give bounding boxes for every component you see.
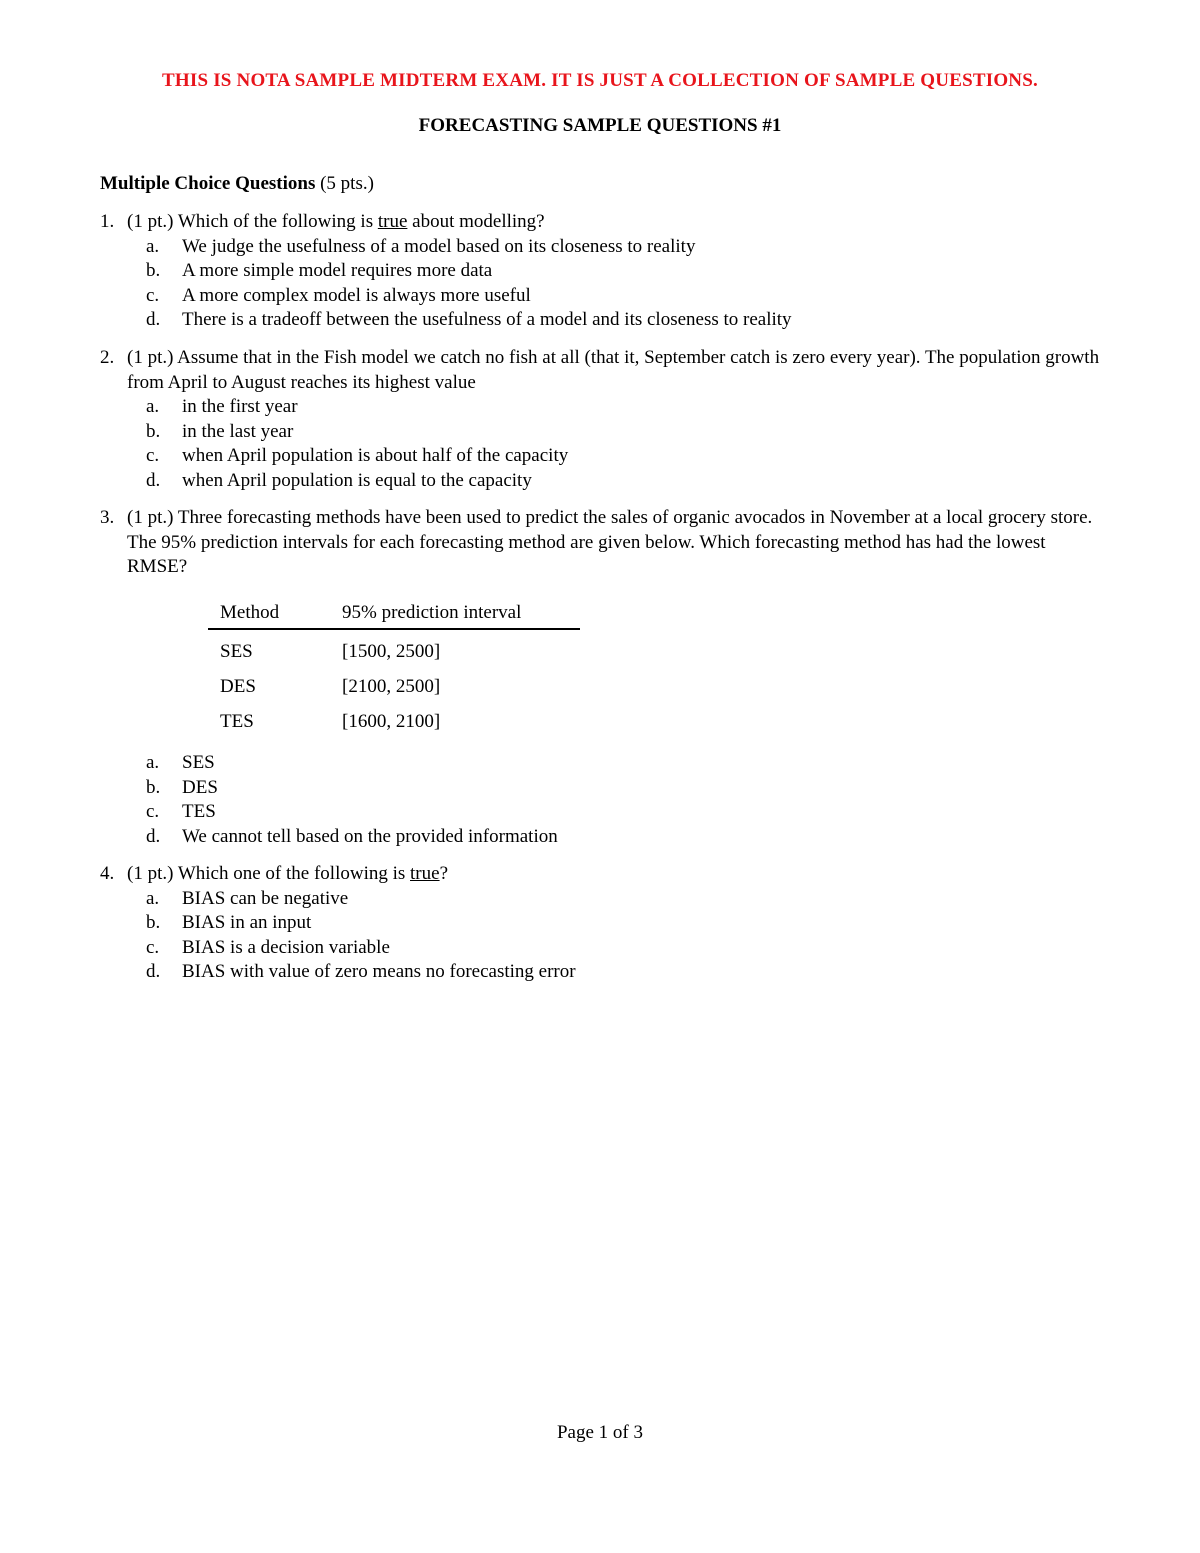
prediction-interval-table	[208, 600, 580, 735]
cell-method: SES	[220, 641, 253, 662]
option-c[interactable]	[100, 444, 1110, 469]
question-stem	[127, 862, 1110, 887]
section-label: Multiple Choice Questions	[100, 173, 316, 194]
option-text: TES	[182, 801, 216, 823]
option-letter: c.	[146, 936, 160, 958]
table-row	[208, 665, 580, 700]
cell-method: TES	[220, 711, 254, 732]
option-text: DES	[182, 776, 218, 798]
option-d[interactable]	[100, 308, 1110, 333]
option-b[interactable]	[100, 776, 1110, 801]
emphasis-true: true	[377, 211, 408, 232]
option-letter: a.	[146, 235, 160, 257]
option-text: We cannot tell based on the provided information	[182, 825, 558, 847]
option-d[interactable]	[100, 825, 1110, 850]
cell-interval: [1500, 2500]	[342, 641, 441, 662]
stem-text-end: about modelling?	[407, 211, 545, 232]
option-c[interactable]	[100, 284, 1110, 309]
page-title: FORECASTING SAMPLE QUESTIONS #1	[418, 115, 782, 136]
question-number: 4.	[100, 863, 115, 884]
option-a[interactable]	[100, 751, 1110, 776]
option-letter: b.	[146, 260, 161, 282]
option-text: in the first year	[182, 396, 298, 417]
stem-text: (1 pt.) Which one of the following is	[127, 863, 411, 884]
section-heading	[100, 173, 374, 195]
option-text: There is a tradeoff between the usefulness of a model and its closeness to reality	[182, 309, 792, 331]
section-points: (5 pts.)	[315, 173, 374, 194]
option-text: when April population is equal to the capacity	[182, 469, 532, 491]
question-4	[100, 862, 1110, 985]
question-number: 2.	[100, 347, 115, 368]
stem-text: (1 pt.) Which of the following is	[127, 211, 378, 232]
option-b[interactable]	[100, 259, 1110, 284]
option-letter: c.	[146, 445, 160, 467]
question-number: 1.	[100, 211, 115, 232]
answer-options	[100, 235, 1110, 333]
option-letter: a.	[146, 752, 160, 773]
option-text: A more simple model requires more data	[182, 260, 493, 282]
table-header-row	[208, 600, 580, 629]
question-stem	[127, 210, 1110, 235]
option-b[interactable]	[100, 911, 1110, 936]
option-text: BIAS with value of zero means no forecasting error	[182, 961, 576, 983]
option-text: BIAS is a decision variable	[182, 936, 390, 958]
option-letter: b.	[146, 776, 161, 798]
option-text: when April population is about half of the capacity	[182, 445, 569, 467]
page-number: Page 1 of 3	[556, 1422, 643, 1443]
option-letter: c.	[146, 284, 160, 306]
option-d[interactable]	[100, 469, 1110, 494]
question-stem: (1 pt.) Three forecasting methods have been used to predict the sales of organic avocados in November at a local grocery store. The 95% prediction intervals for each forecasting method are given below. Which forecasting method has had the lowest RMSE?	[127, 507, 1093, 577]
answer-options	[100, 395, 1110, 493]
option-letter: d.	[146, 825, 161, 847]
answer-options	[100, 887, 1110, 985]
stem-text-end: ?	[439, 863, 448, 884]
option-text: BIAS in an input	[182, 912, 312, 934]
table-row	[208, 700, 580, 735]
option-letter: c.	[146, 801, 160, 823]
question-3-options	[100, 751, 1110, 849]
cell-interval: [1600, 2100]	[342, 711, 441, 732]
question-stem: (1 pt.) Assume that in the Fish model we catch no fish at all (that it, September catch is zero every year). The population growth from April to August reaches its highest value	[127, 347, 1100, 393]
disclaimer-banner: THIS IS NOTA SAMPLE MIDTERM EXAM. IT IS JUST A COLLECTION OF SAMPLE QUESTIONS.	[162, 70, 1038, 91]
option-c[interactable]	[100, 936, 1110, 961]
header-method: Method	[208, 600, 330, 629]
option-letter: b.	[146, 420, 161, 442]
answer-options	[100, 751, 1110, 849]
option-text: A more complex model is always more useful	[182, 284, 531, 306]
option-letter: d.	[146, 309, 161, 331]
option-d[interactable]	[100, 960, 1110, 985]
option-text: BIAS can be negative	[182, 887, 349, 909]
option-a[interactable]	[100, 235, 1110, 260]
question-2	[100, 346, 1110, 493]
emphasis-true: true	[410, 863, 440, 884]
option-text: We judge the usefulness of a model based on its closeness to reality	[182, 235, 696, 257]
option-b[interactable]	[100, 420, 1110, 445]
option-letter: b.	[146, 912, 161, 934]
option-a[interactable]	[100, 395, 1110, 420]
option-a[interactable]	[100, 887, 1110, 912]
option-text: in the last year	[182, 420, 294, 442]
question-3	[100, 506, 1110, 580]
cell-method: DES	[220, 676, 256, 697]
option-c[interactable]	[100, 800, 1110, 825]
cell-interval: [2100, 2500]	[342, 676, 441, 697]
table-row	[208, 629, 580, 665]
question-number: 3.	[100, 507, 115, 528]
option-letter: d.	[146, 961, 161, 983]
header-interval: 95% prediction interval	[330, 600, 580, 629]
option-text: SES	[182, 752, 215, 773]
option-letter: d.	[146, 469, 161, 491]
option-letter: a.	[146, 396, 160, 417]
question-1	[100, 210, 1110, 333]
option-letter: a.	[146, 887, 160, 909]
